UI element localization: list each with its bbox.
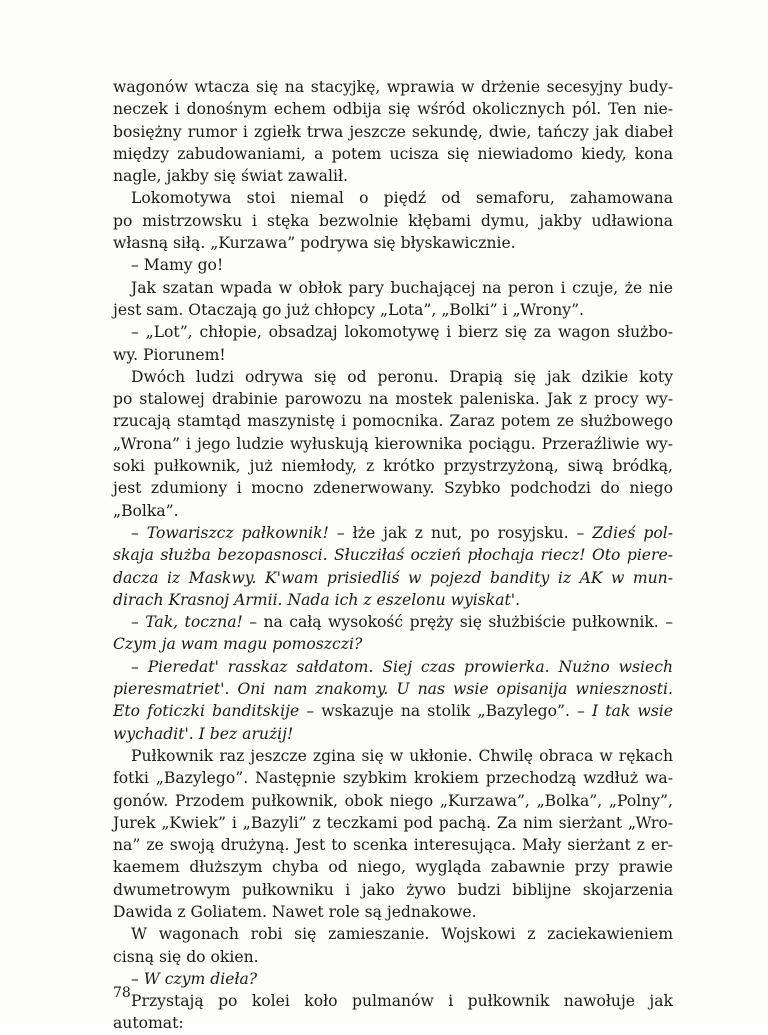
text-segment: – xyxy=(131,969,144,988)
text-line xyxy=(113,433,673,455)
text-line xyxy=(113,455,673,477)
page-text xyxy=(113,76,673,1035)
text-line xyxy=(113,589,673,611)
text-line xyxy=(113,165,673,187)
text-line xyxy=(113,477,673,499)
text-segment: rzucają stamtąd maszynistę i pomocnika. Zaraz potem ze służbowego xyxy=(113,412,673,431)
text-segment: Jurek „Kwiek” i „Bazyli” z teczkami pod pachą. Za nim sierżant „Wro- xyxy=(113,813,673,832)
text-line xyxy=(113,366,673,388)
text-line xyxy=(113,567,673,589)
text-line xyxy=(113,500,673,522)
text-segment: – łże jak z nut, po rosyjsku. – xyxy=(328,523,593,542)
text-segment: gonów. Przodem pułkownik, obok niego „Kurzawa”, „Bolka”, „Polny”, xyxy=(113,791,673,810)
text-segment: „Wrona” i jego ludzie wyłuskują kierownika pociągu. Przeraźliwie wy- xyxy=(113,434,673,453)
text-segment: jest sam. Otaczają go już chłopcy „Lota”, „Bolki” i „Wrony”. xyxy=(113,300,585,319)
text-segment: między zabudowaniami, a potem ucisza się niewiadomo kiedy, kona xyxy=(113,144,673,163)
text-segment: wagonów wtacza się na stacyjkę, wprawia w drżenie secesyjny budy- xyxy=(113,78,673,96)
text-segment: – na całą wysokość pręży się służbiście pułkownik. – xyxy=(242,613,673,632)
text-segment: – xyxy=(131,523,147,542)
text-line xyxy=(113,388,673,410)
text-line xyxy=(113,723,673,745)
italic-text-segment: dirach Krasnoj Armii. Nada ich z eszelonu wyiskat'. xyxy=(113,590,521,609)
text-segment: nagle, jakby się świat zawalił. xyxy=(113,167,348,186)
text-segment: Dwóch ludzi odrywa się od peronu. Drapią się jak dzikie koty xyxy=(131,367,673,386)
text-segment: automat: xyxy=(113,1014,184,1033)
text-segment: po mistrzowsku i stęka bezwolnie kłębami dymu, jakby udławiona xyxy=(113,211,673,230)
text-line xyxy=(113,879,673,901)
text-line xyxy=(113,254,673,276)
italic-text-segment: Pieredat' rasskaz sałdatom. Siej czas prowierka. Nużno wsiech xyxy=(147,657,674,676)
italic-text-segment: W czym dieła? xyxy=(143,969,258,988)
text-line xyxy=(113,143,673,165)
italic-text-segment: Zdieś pol- xyxy=(592,523,673,542)
text-line xyxy=(113,544,673,566)
text-segment: Pułkownik raz jeszcze zgina się w ukłonie. Chwilę obraca w rękach xyxy=(131,746,673,765)
italic-text-segment: Tak, toczna! xyxy=(145,613,243,632)
italic-text-segment: Towariszcz pałkownik! xyxy=(146,523,329,542)
text-segment: wy. Piorunem! xyxy=(113,345,226,364)
text-line xyxy=(113,187,673,209)
text-line xyxy=(113,700,673,722)
text-segment: Przystają po kolei koło pulmanów i pułkownik nawołuje jak xyxy=(131,992,673,1011)
text-line xyxy=(113,611,673,633)
text-segment: jest zdumiony i mocno zdenerwowany. Szybko podchodzi do niego xyxy=(113,479,673,498)
text-segment: W wagonach robi się zamieszanie. Wojskowi z zaciekawieniem xyxy=(131,925,673,944)
text-line xyxy=(113,277,673,299)
text-segment: – xyxy=(131,613,146,632)
text-line xyxy=(113,856,673,878)
text-line xyxy=(113,901,673,923)
italic-text-segment: Czym ja wam magu pomoszczi? xyxy=(113,635,363,654)
text-segment: Lokomotywa stoi niemal o piędź od semaforu, zahamowana xyxy=(131,189,673,208)
text-line xyxy=(113,745,673,767)
text-line xyxy=(113,98,673,120)
text-line xyxy=(113,321,673,343)
text-line xyxy=(113,923,673,945)
text-segment: neczek i donośnym echem odbija się wśród okolicznych pól. Ten nie- xyxy=(113,100,673,119)
italic-text-segment: I tak wsie xyxy=(591,702,674,721)
text-line xyxy=(113,232,673,254)
text-line xyxy=(113,834,673,856)
text-segment: po stalowej drabinie parowozu na mostek paleniska. Jak z procy wy- xyxy=(113,390,673,409)
italic-text-segment: pieresmatriet'. Oni nam znakomy. U nas wsie opisanija wniesznosti. xyxy=(113,680,673,699)
text-segment: bosiężny rumor i zgiełk trwa jeszcze sekundę, dwie, tańczy jak diabeł xyxy=(113,122,673,141)
text-line xyxy=(113,299,673,321)
text-segment: „Bolka”. xyxy=(113,501,179,520)
text-line xyxy=(113,344,673,366)
text-line xyxy=(113,767,673,789)
text-line xyxy=(113,946,673,968)
text-segment: – xyxy=(131,657,148,676)
italic-text-segment: skaja służba bezopasnosci. Słucziłaś oczień płochaja riecz! Oto piere- xyxy=(113,546,673,565)
text-segment: – wskazuje na stolik „Bazylego”. – xyxy=(299,702,592,721)
text-segment: na” ze swoją drużyną. Jest to scenka interesująca. Mały sierżant z er- xyxy=(113,836,673,855)
text-line xyxy=(113,812,673,834)
text-segment: dwumetrowym pułkowniku i jako żywo budzi biblijne skojarzenia xyxy=(113,880,673,899)
text-line xyxy=(113,656,673,678)
text-segment: – Mamy go! xyxy=(131,256,224,275)
text-segment: soki pułkownik, już niemłody, z krótko przystrzyżoną, siwą bródką, xyxy=(113,457,673,476)
text-segment: Dawida z Goliatem. Nawet role są jednakowe. xyxy=(113,902,477,921)
italic-text-segment: wychadit'. I bez arużij! xyxy=(113,724,294,743)
text-line xyxy=(113,76,673,98)
text-line xyxy=(113,121,673,143)
text-line xyxy=(113,210,673,232)
text-line xyxy=(113,968,673,990)
text-line xyxy=(113,410,673,432)
text-line xyxy=(113,790,673,812)
text-line xyxy=(113,678,673,700)
text-segment: własną siłą. „Kurzawa” podrywa się błyskawicznie. xyxy=(113,234,516,253)
text-line xyxy=(113,633,673,655)
text-line xyxy=(113,522,673,544)
page-number: 78 xyxy=(113,985,131,1001)
text-segment: – „Lot”, chłopie, obsadzaj lokomotywę i bierz się za wagon służbo- xyxy=(131,323,673,342)
text-segment: fotki „Bazylego”. Następnie szybkim krokiem przechodzą wzdłuż wa- xyxy=(113,769,673,788)
italic-text-segment: Eto foticzki banditskije xyxy=(113,702,300,721)
italic-text-segment: dacza iz Maskwy. K'wam prisiedliś w pojezd bandity iz AK w mun- xyxy=(113,568,673,587)
text-segment: kaemem dłuższym chyba od niego, wygląda zabawnie przy prawie xyxy=(113,858,673,877)
text-segment: cisną się do okien. xyxy=(113,947,259,966)
text-segment: Jak szatan wpada w obłok pary buchającej na peron i czuje, że nie xyxy=(131,278,673,297)
text-line xyxy=(113,990,673,1012)
